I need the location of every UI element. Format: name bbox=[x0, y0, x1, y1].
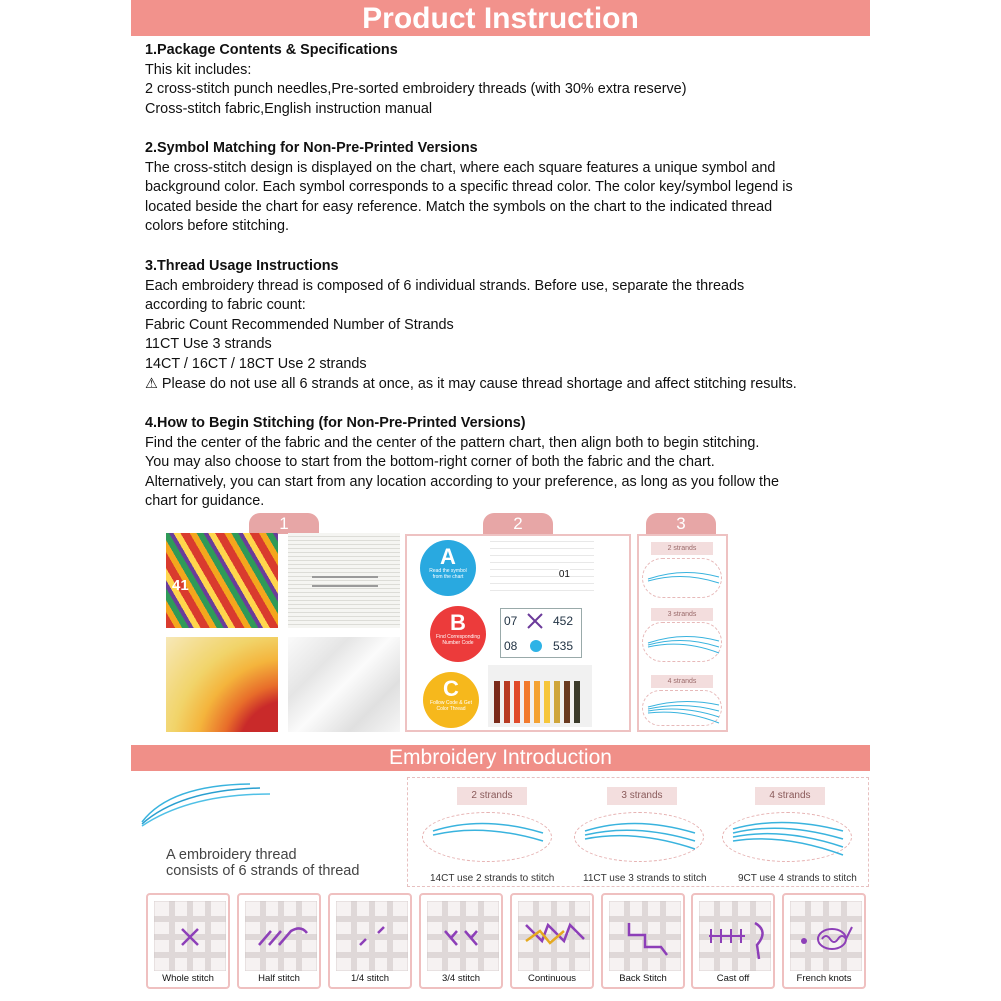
thread-color-card bbox=[488, 665, 592, 727]
embroidery-banner bbox=[131, 745, 870, 771]
legend-code: 07 bbox=[504, 614, 518, 628]
section-line: Find the center of the fabric and the center of the pattern chart, then align both to begin stitching. bbox=[145, 434, 760, 451]
section-line: You may also choose to start from the bottom-right corner of both the fabric and the chart. bbox=[145, 454, 715, 471]
needles-on-fabric-photo bbox=[288, 533, 400, 628]
three-quarter-stitch-icon bbox=[427, 901, 499, 971]
section-line: chart for guidance. bbox=[145, 493, 265, 510]
chart-number: 01 bbox=[558, 569, 570, 580]
section-line: This kit includes: bbox=[145, 61, 252, 78]
embroidery-title: Embroidery Introduction bbox=[389, 746, 612, 769]
legend-number: 452 bbox=[553, 614, 574, 628]
section-line: 11CT Use 3 strands bbox=[145, 336, 272, 353]
cross-symbol-icon bbox=[525, 611, 545, 634]
section-title: 1.Package Contents & Specifications bbox=[145, 42, 398, 58]
quarter-stitch-icon bbox=[336, 901, 408, 971]
section-line: 2 cross-stitch punch needles,Pre-sorted embroidery threads (with 30% extra reserve) bbox=[145, 81, 687, 98]
stitch-card-whole bbox=[146, 893, 230, 989]
stitch-card-half bbox=[237, 893, 321, 989]
stitch-label: Whole stitch bbox=[162, 973, 214, 984]
warning-line: ⚠ Please do not use all 6 strands at once, as it may cause thread shortage and affect stitching results. bbox=[145, 375, 797, 392]
strand-tag: 2 strands bbox=[651, 542, 713, 555]
strand-oval bbox=[422, 812, 552, 862]
step-tab-2: 2 bbox=[483, 513, 553, 534]
legend-number: 535 bbox=[553, 639, 574, 653]
thread-caption-line: consists of 6 strands of thread bbox=[166, 863, 360, 879]
strand-sample-box bbox=[642, 690, 722, 726]
cast-off-icon bbox=[699, 901, 771, 971]
strand-tag: 4 strands bbox=[651, 675, 713, 688]
four-strands-icon bbox=[723, 813, 853, 863]
strand-sample-box bbox=[642, 558, 722, 598]
strand-oval bbox=[574, 812, 704, 862]
printed-fabric-photo bbox=[166, 533, 278, 628]
dot-symbol-icon bbox=[528, 638, 544, 657]
pattern-chart-thumbnail bbox=[490, 541, 594, 597]
section-line: Alternatively, you can start from any location according to your preference, as long as you follow the bbox=[145, 473, 780, 490]
section-title: 3.Thread Usage Instructions bbox=[145, 258, 339, 274]
thread-strands-icon bbox=[643, 559, 723, 599]
whole-stitch-icon bbox=[154, 901, 226, 971]
stitch-label: French knots bbox=[796, 973, 852, 984]
continuous-stitch-icon bbox=[518, 901, 590, 971]
thread-strands-icon bbox=[643, 691, 723, 727]
section-line: 14CT / 16CT / 18CT Use 2 strands bbox=[145, 355, 367, 372]
strand-label: 2 strands bbox=[457, 787, 527, 805]
step-circle-b bbox=[430, 606, 486, 662]
stitch-card-three-quarter bbox=[419, 893, 503, 989]
circle-letter: B bbox=[450, 610, 466, 635]
circle-text: Read the symbol from the chart bbox=[429, 568, 467, 580]
section-thread-usage bbox=[145, 257, 860, 394]
white-fabric-photo bbox=[288, 637, 400, 732]
stitch-label: 1/4 stitch bbox=[350, 973, 390, 984]
stitch-label: 3/4 stitch bbox=[441, 973, 481, 984]
circle-text: Follow Code & Get Color Thread bbox=[430, 700, 472, 712]
back-stitch-icon bbox=[609, 901, 681, 971]
step-circle-a bbox=[420, 540, 476, 596]
section-package-contents bbox=[145, 41, 860, 119]
section-title: 2.Symbol Matching for Non-Pre-Printed Versions bbox=[145, 140, 478, 156]
circle-letter: A bbox=[440, 544, 456, 569]
step-tab-3: 3 bbox=[646, 513, 716, 534]
strand-caption: 9CT use 4 strands to stitch bbox=[738, 873, 857, 884]
section-line: Each embroidery thread is composed of 6 individual strands. Before use, separate the threads bbox=[145, 277, 745, 294]
section-symbol-matching bbox=[145, 139, 860, 237]
strand-label: 4 strands bbox=[755, 787, 825, 805]
step-circle-c bbox=[423, 672, 479, 728]
strand-sample-box bbox=[642, 622, 722, 662]
strand-tag: 3 strands bbox=[651, 608, 713, 621]
stitch-card-cast-off bbox=[691, 893, 775, 989]
circle-text: Find Corresponding Number Code bbox=[436, 634, 480, 646]
two-strands-icon bbox=[423, 813, 553, 863]
stitch-label: Cast off bbox=[716, 973, 750, 984]
stitch-card-french-knots bbox=[782, 893, 866, 989]
fabric-number: 41 bbox=[172, 577, 189, 594]
embroidery-thread-icon bbox=[140, 780, 410, 850]
page-title: Product Instruction bbox=[362, 2, 639, 35]
strand-oval bbox=[722, 812, 852, 862]
section-line: Fabric Count Recommended Number of Strands bbox=[145, 316, 454, 333]
stitch-label: Back Stitch bbox=[619, 973, 667, 984]
strand-caption: 14CT use 2 strands to stitch bbox=[430, 873, 555, 884]
section-begin-stitching bbox=[145, 414, 860, 512]
thread-strands-icon bbox=[643, 623, 723, 663]
section-line: according to fabric count: bbox=[145, 297, 306, 314]
thread-caption-line: A embroidery thread bbox=[166, 847, 297, 863]
three-strands-icon bbox=[575, 813, 705, 863]
french-knot-icon bbox=[790, 901, 862, 971]
symbol-legend-table bbox=[500, 608, 582, 658]
strand-caption: 11CT use 3 strands to stitch bbox=[583, 873, 707, 884]
stitch-card-continuous bbox=[510, 893, 594, 989]
section-title: 4.How to Begin Stitching (for Non-Pre-Printed Versions) bbox=[145, 415, 526, 431]
circle-letter: C bbox=[443, 676, 459, 701]
legend-code: 08 bbox=[504, 639, 518, 653]
thread-caption bbox=[166, 847, 359, 879]
section-line: The cross-stitch design is displayed on the chart, where each square features a unique symbol and bbox=[145, 159, 776, 176]
stitch-card-back bbox=[601, 893, 685, 989]
half-stitch-icon bbox=[245, 901, 317, 971]
section-line: background color. Each symbol corresponds to a specific thread color. The color key/symbol legend is bbox=[145, 179, 793, 196]
strand-label: 3 strands bbox=[607, 787, 677, 805]
stitch-label: Half stitch bbox=[258, 973, 300, 984]
section-line: Cross-stitch fabric,English instruction manual bbox=[145, 100, 433, 117]
section-line: colors before stitching. bbox=[145, 218, 289, 235]
page-title-banner bbox=[131, 0, 870, 36]
threads-photo bbox=[166, 637, 278, 732]
step-tab-1: 1 bbox=[249, 513, 319, 534]
stitch-label: Continuous bbox=[527, 973, 577, 984]
stitch-card-quarter bbox=[328, 893, 412, 989]
section-line: located beside the chart for easy reference. Match the symbols on the chart to the indicated thread bbox=[145, 198, 773, 215]
